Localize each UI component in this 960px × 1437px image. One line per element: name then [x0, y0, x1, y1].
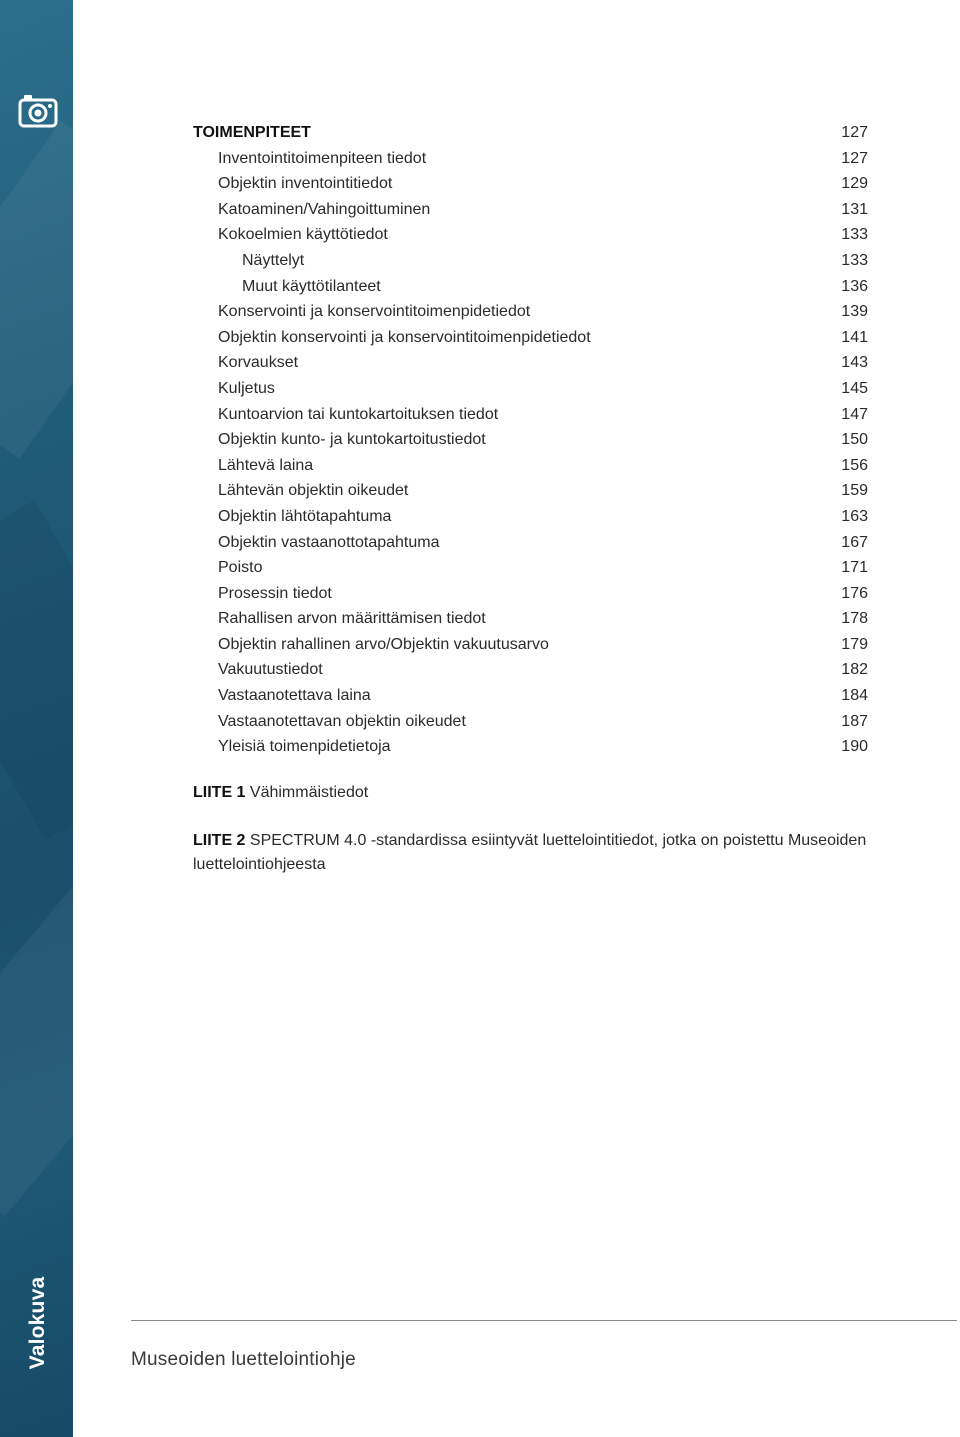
sidebar-facet — [0, 884, 73, 1217]
toc-item — [193, 222, 868, 248]
appendix-1 — [193, 781, 893, 805]
sidebar-facet — [0, 500, 73, 840]
appendix-text: Vähimmäistiedot — [249, 784, 369, 801]
toc-item-label: Poisto — [218, 559, 263, 577]
toc-item-page: 156 — [841, 456, 868, 474]
toc-heading-page: 127 — [841, 124, 868, 141]
toc-item — [193, 274, 868, 300]
toc-item-page: 176 — [841, 584, 868, 602]
sidebar — [0, 0, 73, 1437]
toc-item — [193, 504, 868, 530]
toc-item-page: 133 — [841, 251, 868, 269]
toc-item — [193, 478, 868, 504]
footer-divider — [131, 1320, 957, 1321]
toc-item-page: 127 — [841, 149, 868, 167]
toc-heading-label: TOIMENPITEET — [193, 124, 311, 141]
appendix-key: LIITE 2 — [193, 832, 246, 849]
toc-item-label: Rahallisen arvon määrittämisen tiedot — [218, 610, 486, 628]
toc-item — [193, 197, 868, 223]
toc-item-label: Yleisiä toimenpidetietoja — [218, 738, 391, 756]
toc-item — [193, 376, 868, 402]
toc-item — [193, 402, 868, 428]
toc-item-page: 159 — [841, 482, 868, 500]
toc-item — [193, 248, 868, 274]
toc-item-page: 129 — [841, 175, 868, 193]
toc-item-label: Objektin konservointi ja konservointitoimenpidetiedot — [218, 328, 591, 346]
toc-item-page: 190 — [841, 738, 868, 756]
toc-item — [193, 427, 868, 453]
appendix-key: LIITE 1 — [193, 784, 246, 801]
toc-item-page: 178 — [841, 610, 868, 628]
toc-item — [193, 709, 868, 735]
toc-item-label: Kokoelmien käyttötiedot — [218, 226, 388, 244]
sidebar-facet — [0, 121, 73, 459]
sidebar-section-label: Valokuva — [26, 1276, 49, 1370]
toc-item-label: Konservointi ja konservointitoimenpidetiedot — [218, 303, 531, 321]
toc-item-label: Prosessin tiedot — [218, 584, 332, 602]
toc-item-page: 131 — [841, 200, 868, 218]
toc-item — [193, 581, 868, 607]
toc-item-page: 163 — [841, 507, 868, 525]
toc-item-page: 179 — [841, 635, 868, 653]
toc-item-label: Kuntoarvion tai kuntokartoituksen tiedot — [218, 405, 499, 423]
toc-item — [193, 555, 868, 581]
toc-item — [193, 146, 868, 172]
toc-item-label: Vakuutustiedot — [218, 661, 323, 679]
toc-item-page: 147 — [841, 405, 868, 423]
toc-item-label: Objektin kunto- ja kuntokartoitustiedot — [218, 431, 486, 449]
toc-item-page: 184 — [841, 687, 868, 705]
toc-item-page: 171 — [841, 559, 868, 577]
toc-item — [193, 683, 868, 709]
toc-item — [193, 657, 868, 683]
toc-item — [193, 734, 868, 760]
toc-item — [193, 530, 868, 556]
footer-title: Museoiden luettelointiohje — [131, 1349, 356, 1370]
toc-item — [193, 632, 868, 658]
toc-item-label: Objektin rahallinen arvo/Objektin vakuutusarvo — [218, 635, 549, 653]
toc-item-page: 182 — [841, 661, 868, 679]
toc-item — [193, 453, 868, 479]
toc-item-page: 133 — [841, 226, 868, 244]
toc-item-page: 139 — [841, 303, 868, 321]
toc-item — [193, 325, 868, 351]
toc-item — [193, 171, 868, 197]
toc-item-label: Lähtevä laina — [218, 456, 314, 474]
toc-item-label: Objektin inventointitiedot — [218, 175, 393, 193]
toc-item — [193, 299, 868, 325]
camera-icon — [18, 93, 58, 129]
toc-item-label: Vastaanotettava laina — [218, 687, 371, 705]
table-of-contents — [193, 120, 868, 760]
toc-item-label: Näyttelyt — [242, 251, 305, 269]
toc-item-page: 141 — [841, 328, 868, 346]
toc-item-page: 187 — [841, 712, 868, 730]
toc-item-page: 150 — [841, 431, 868, 449]
appendix-text: SPECTRUM 4.0 -standardissa esiintyvät luettelointitiedot, jotka on poistettu Museoiden luettelointiohjeesta — [193, 832, 867, 873]
toc-item-label: Lähtevän objektin oikeudet — [218, 482, 409, 500]
toc-item — [193, 606, 868, 632]
toc-item-page: 143 — [841, 354, 868, 372]
toc-item-label: Korvaukset — [218, 354, 299, 372]
appendix-2 — [193, 829, 893, 877]
toc-item-page: 167 — [841, 533, 868, 551]
toc-item — [193, 350, 868, 376]
toc-item-label: Objektin vastaanottotapahtuma — [218, 533, 440, 551]
toc-item-page: 136 — [841, 277, 868, 295]
toc-item-label: Inventointitoimenpiteen tiedot — [218, 149, 427, 167]
toc-heading — [193, 120, 868, 146]
toc-item-label: Objektin lähtötapahtuma — [218, 507, 392, 525]
toc-item-page: 145 — [841, 379, 868, 397]
toc-item-label: Katoaminen/Vahingoittuminen — [218, 200, 431, 218]
toc-item-label: Kuljetus — [218, 379, 275, 397]
toc-item-label: Muut käyttötilanteet — [242, 277, 381, 295]
toc-item-label: Vastaanotettavan objektin oikeudet — [218, 712, 466, 730]
